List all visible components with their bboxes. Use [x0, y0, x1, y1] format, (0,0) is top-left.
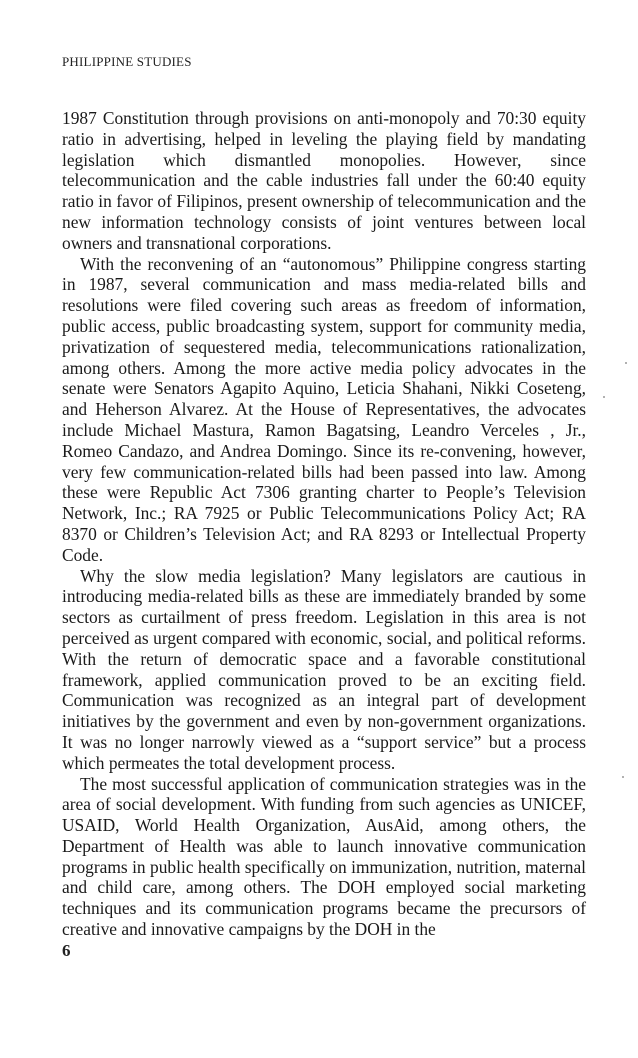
scan-speck: [622, 776, 624, 778]
paragraph-2: With the reconvening of an “autonomous” Philippine congress starting in 1987, several communication and mass media-related bills and resolutions were filed covering such areas as freedom of information, public access, public broadcasting system, support for community media, privatization of sequestered media, telecommunications rationalization, among others. Among the more active media policy advocates in the senate were Senators Agapito Aquino, Leticia Shahani, Nikki Coseteng, and Heherson Alvarez. At the House of Representatives, the advocates include Michael Mastura, Ramon Bagatsing, Leandro Verceles , Jr., Romeo Candazo, and Andrea Domingo. Since its re-convening, however, very few communication-related bills had been passed into law. Among these were Republic Act 7306 granting charter to People’s Television Network, Inc.; RA 7925 or Public Telecommunications Policy Act; RA 8370 or Children’s Television Act; and RA 8293 or Intellectual Property Code.: [62, 253, 586, 565]
paragraph-1: 1987 Constitution through provisions on anti-monopoly and 70:30 equity ratio in advertising, helped in leveling the playing field by mandating legislation which dismantled monopolies. However, since telecommunication and the cable industries fall under the 60:40 equity ratio in favor of Filipinos, present ownership of telecommunication and the new information technology consists of joint ventures between local owners and transnational corporations.: [62, 108, 586, 253]
paragraph-4: The most successful application of communication strategies was in the area of social development. With funding from such agencies as UNICEF, USAID, World Health Organization, AusAid, among others, the Department of Health was able to launch innovative communication programs in public health specifically on immunization, nutrition, maternal and child care, among others. The DOH employed social marketing techniques and its communication programs became the precursors of creative and innovative campaigns by the DOH in the: [62, 773, 586, 940]
scan-speck: [603, 396, 605, 398]
running-head: PHILIPPINE STUDIES: [62, 54, 192, 69]
body-text: [62, 108, 586, 940]
page-number: 6: [62, 941, 71, 960]
scan-speck: [625, 362, 627, 364]
paragraph-3: Why the slow media legislation? Many legislators are cautious in introducing media-related bills as these are immediately branded by some sectors as curtailment of press freedom. Legislation in this area is not perceived as urgent compared with economic, social, and political reforms. With the return of democratic space and a favorable constitutional framework, applied communication proved to be an exciting field. Communication was recognized as an integral part of development initiatives by the government and even by non-government organizations. It was no longer narrowly viewed as a “support service” but a process which permeates the total development process.: [62, 565, 586, 773]
